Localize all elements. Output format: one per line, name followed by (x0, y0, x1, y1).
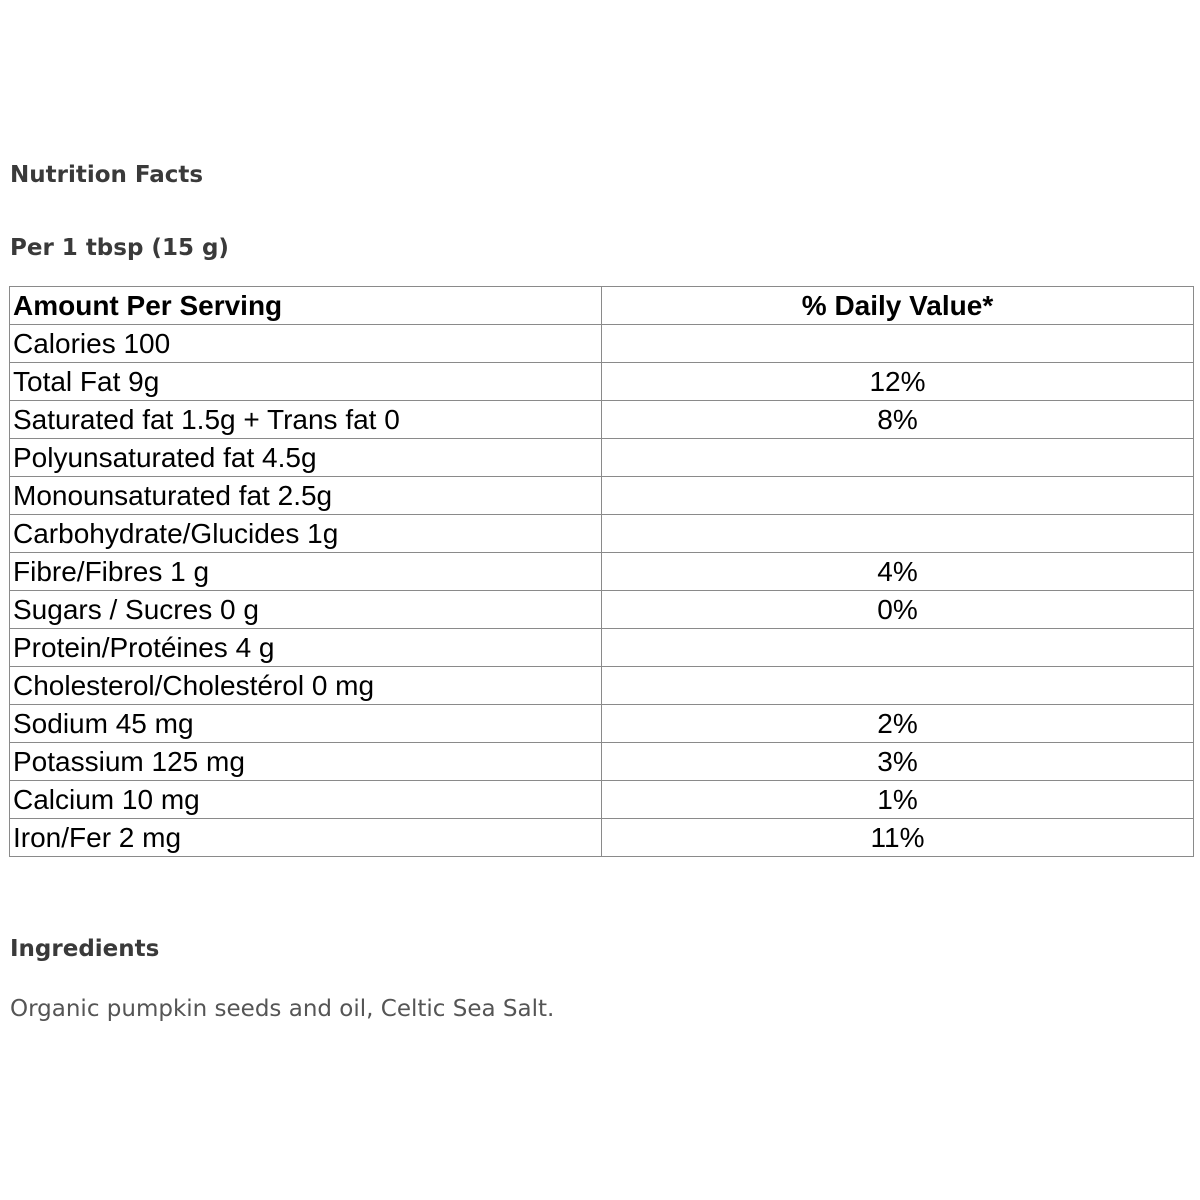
nutrient-cell: Carbohydrate/Glucides 1g (10, 515, 602, 553)
nutrient-cell: Sugars / Sucres 0 g (10, 591, 602, 629)
nutrient-cell: Protein/Protéines 4 g (10, 629, 602, 667)
table-row (10, 515, 1194, 553)
table-row (10, 325, 1194, 363)
ingredients-heading: Ingredients (10, 936, 160, 962)
table-row (10, 439, 1194, 477)
nutrient-cell: Potassium 125 mg (10, 743, 602, 781)
daily-value-cell: 12% (602, 363, 1194, 401)
table-row (10, 743, 1194, 781)
nutrient-cell: Iron/Fer 2 mg (10, 819, 602, 857)
ingredients-text: Organic pumpkin seeds and oil, Celtic Sea Salt. (10, 996, 555, 1022)
table-row (10, 667, 1194, 705)
daily-value-cell (602, 629, 1194, 667)
nutrition-table (9, 286, 1194, 857)
table-row (10, 363, 1194, 401)
daily-value-cell: 3% (602, 743, 1194, 781)
nutrition-facts-title: Nutrition Facts (10, 162, 204, 188)
header-daily-value: % Daily Value* (602, 287, 1194, 325)
daily-value-cell (602, 477, 1194, 515)
nutrient-cell: Fibre/Fibres 1 g (10, 553, 602, 591)
nutrient-cell: Total Fat 9g (10, 363, 602, 401)
table-row (10, 781, 1194, 819)
nutrient-cell: Polyunsaturated fat 4.5g (10, 439, 602, 477)
table-row (10, 477, 1194, 515)
serving-size: Per 1 tbsp (15 g) (10, 235, 229, 261)
table-row (10, 401, 1194, 439)
nutrient-cell: Calcium 10 mg (10, 781, 602, 819)
daily-value-cell: 11% (602, 819, 1194, 857)
nutrient-cell: Sodium 45 mg (10, 705, 602, 743)
daily-value-cell (602, 667, 1194, 705)
daily-value-cell: 8% (602, 401, 1194, 439)
daily-value-cell (602, 325, 1194, 363)
table-header-row (10, 287, 1194, 325)
nutrient-cell: Calories 100 (10, 325, 602, 363)
table-row (10, 819, 1194, 857)
nutrient-cell: Cholesterol/Cholestérol 0 mg (10, 667, 602, 705)
daily-value-cell (602, 515, 1194, 553)
daily-value-cell: 2% (602, 705, 1194, 743)
nutrient-cell: Monounsaturated fat 2.5g (10, 477, 602, 515)
nutrient-cell: Saturated fat 1.5g + Trans fat 0 (10, 401, 602, 439)
table-row (10, 591, 1194, 629)
daily-value-cell: 1% (602, 781, 1194, 819)
table-row (10, 629, 1194, 667)
daily-value-cell (602, 439, 1194, 477)
header-amount-per-serving: Amount Per Serving (10, 287, 602, 325)
table-row (10, 553, 1194, 591)
daily-value-cell: 0% (602, 591, 1194, 629)
table-row (10, 705, 1194, 743)
daily-value-cell: 4% (602, 553, 1194, 591)
